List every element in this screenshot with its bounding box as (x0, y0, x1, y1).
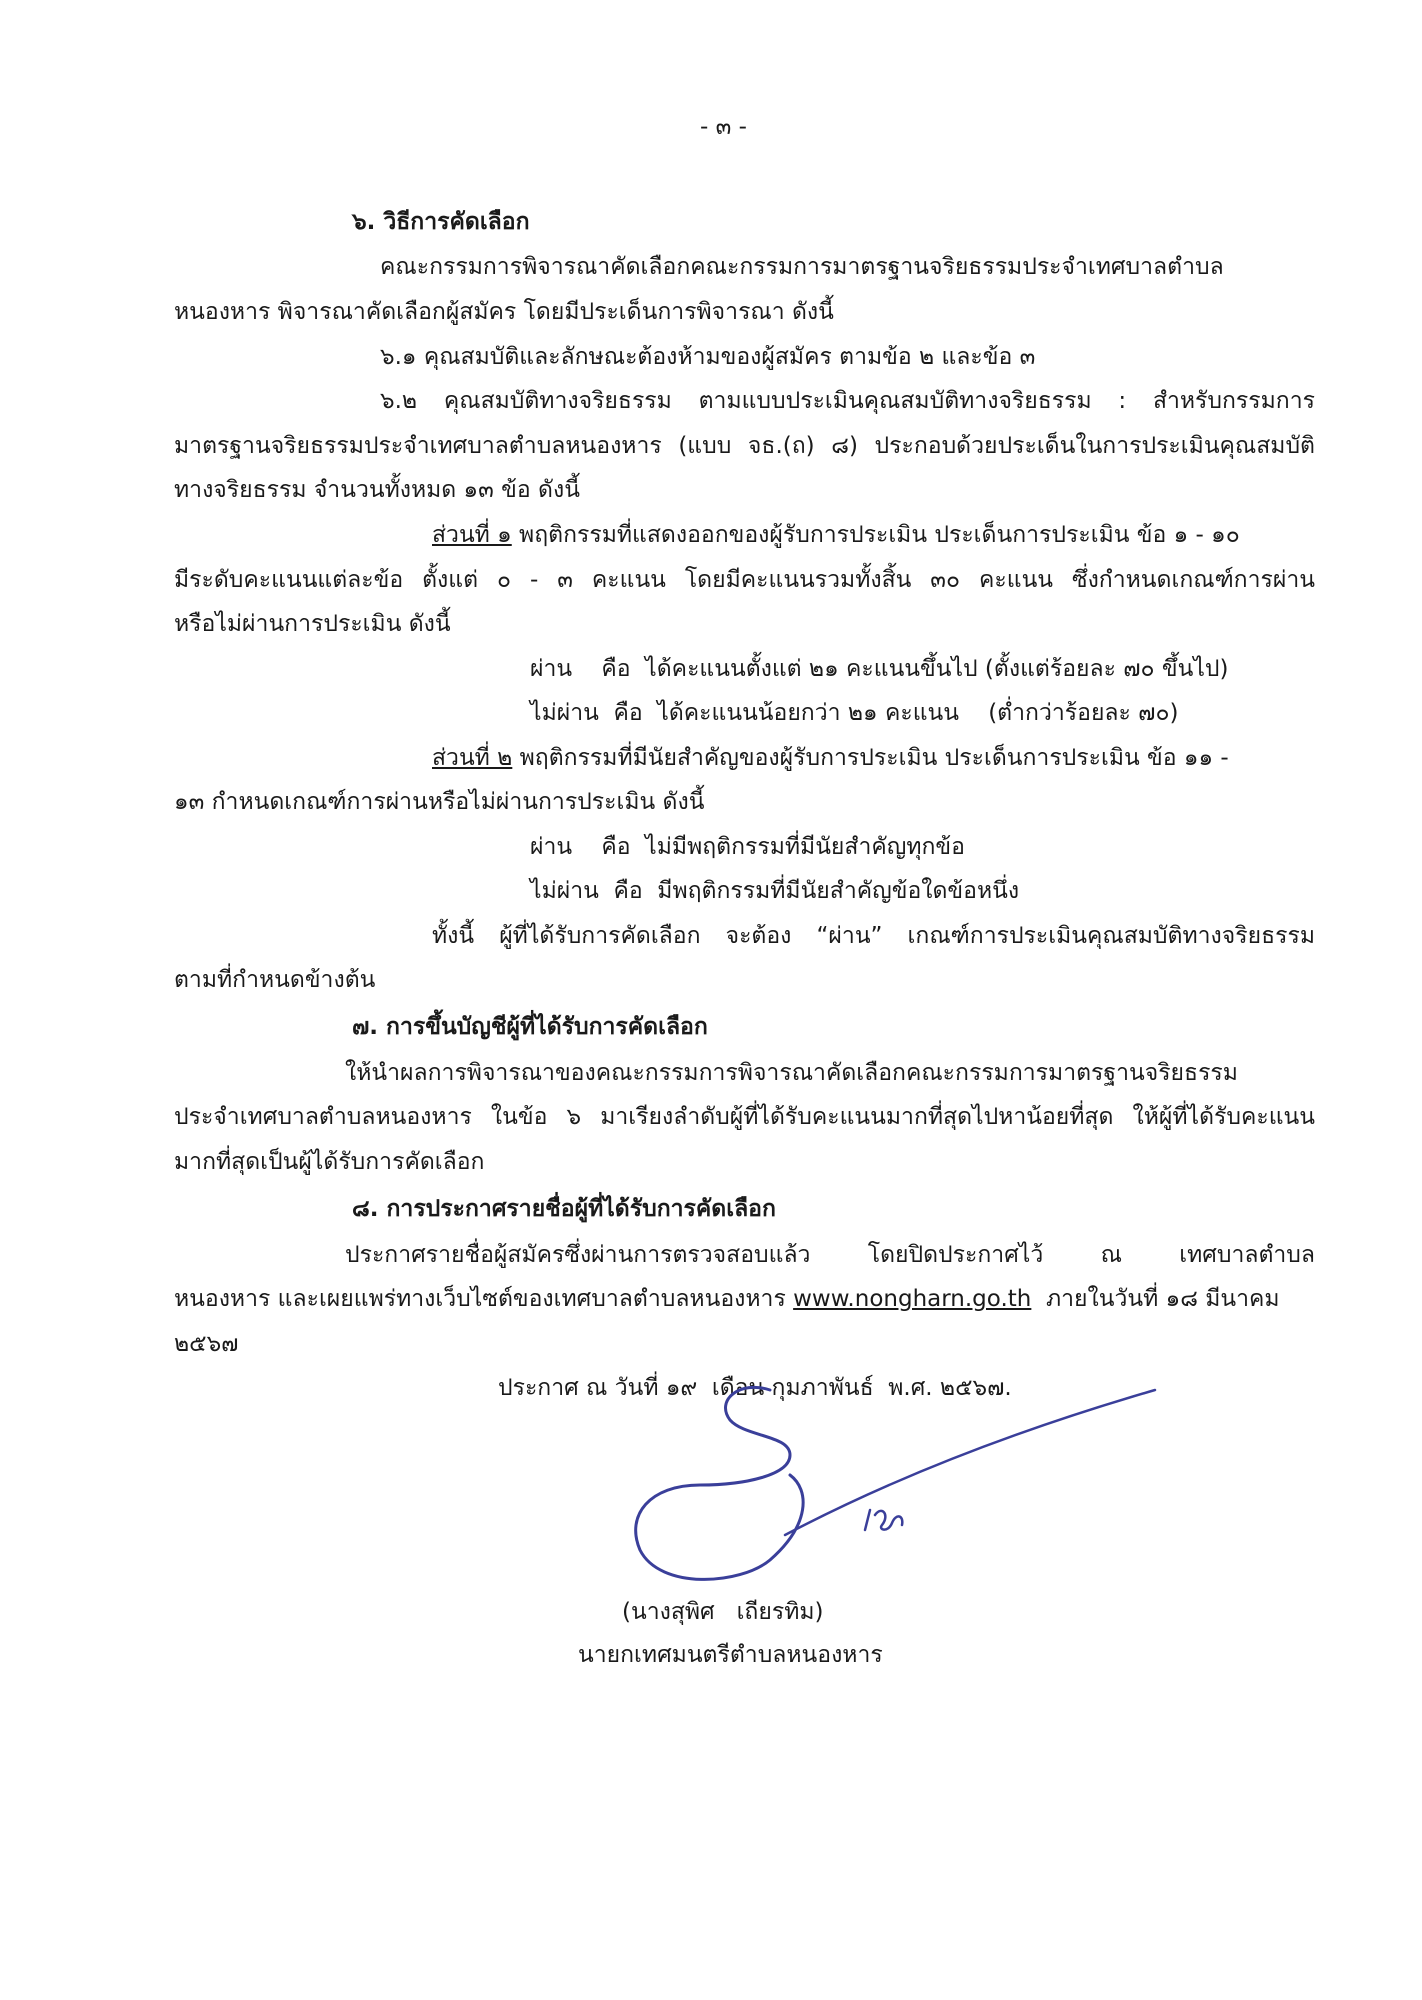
part1-label: ส่วนที่ ๑ (432, 522, 512, 548)
section-7-line3: มากที่สุดเป็นผู้ได้รับการคัดเลือก (174, 1149, 485, 1175)
signature-initials-stroke (865, 1510, 902, 1530)
signer-name: (นางสุพิศ เถียรทิม) (622, 1599, 824, 1625)
section-7-line2: ประจำเทศบาลตำบลหนองหาร ในข้อ ๖ มาเรียงลำดับผู้ที่ได้รับคะแนนมากที่สุดไปหาน้อยที่สุด ให้ผู้ที่ได้รับคะแนน (174, 1104, 1315, 1130)
part1-fail-criteria: ไม่ผ่าน คือ ได้คะแนนน้อยกว่า ๒๑ คะแนน (ต่ำกว่าร้อยละ ๗๐) (530, 700, 1179, 726)
part2-fail-criteria: ไม่ผ่าน คือ มีพฤติกรรมที่มีนัยสำคัญข้อใดข้อหนึ่ง (530, 878, 1020, 904)
section-8-line2-post: ภายในวันที่ ๑๘ มีนาคม (1031, 1286, 1280, 1312)
part1-line2: มีระดับคะแนนแต่ละข้อ ตั้งแต่ ๐ - ๓ คะแนน โดยมีคะแนนรวมทั้งสิ้น ๓๐ คะแนน ซึ่งกำหนดเกณฑ์การผ่าน (174, 567, 1315, 593)
section-8-line2-pre: หนองหาร และเผยแพร่ทางเว็บไซต์ของเทศบาลตำบลหนองหาร (174, 1286, 794, 1312)
part2-line1 (432, 743, 1229, 773)
signature-loop-stroke (636, 1387, 803, 1579)
section-7-line1: ให้นำผลการพิจารณาของคณะกรรมการพิจารณาคัดเลือกคณะกรรมการมาตรฐานจริยธรรม (345, 1060, 1238, 1086)
section-6-note-line1: ทั้งนี้ ผู้ที่ได้รับการคัดเลือก จะต้อง “ผ่าน” เกณฑ์การประเมินคุณสมบัติทางจริยธรรม (432, 923, 1315, 949)
section-6-para1-line1: คณะกรรมการพิจารณาคัดเลือกคณะกรรมการมาตรฐานจริยธรรมประจำเทศบาลตำบล (380, 254, 1224, 280)
section-6-para1-line2: หนองหาร พิจารณาคัดเลือกผู้สมัคร โดยมีประเด็นการพิจารณา ดังนี้ (174, 299, 834, 325)
part2-pass-criteria: ผ่าน คือ ไม่มีพฤติกรรมที่มีนัยสำคัญทุกข้อ (530, 834, 965, 860)
announcement-date: ประกาศ ณ วันที่ ๑๙ เดือน กุมภาพันธ์ พ.ศ. ๒๕๖๗. (498, 1375, 1012, 1401)
part2-line2: ๑๓ กำหนดเกณฑ์การผ่านหรือไม่ผ่านการประเมิน ดังนี้ (174, 789, 705, 815)
section-8-line1: ประกาศรายชื่อผู้สมัครซึ่งผ่านการตรวจสอบแล้ว โดยปิดประกาศไว้ ณ เทศบาลตำบล (345, 1242, 1315, 1268)
section-6-note-line2: ตามที่กำหนดข้างต้น (174, 967, 376, 993)
item-6-1: ๖.๑ คุณสมบัติและลักษณะต้องห้ามของผู้สมัคร ตามข้อ ๒ และข้อ ๓ (380, 344, 1036, 370)
signer-title: นายกเทศมนตรีตำบลหนองหาร (578, 1642, 883, 1668)
item-6-2-line2: มาตรฐานจริยธรรมประจำเทศบาลตำบลหนองหาร (แบบ จธ.(ถ) ๘) ประกอบด้วยประเด็นในการประเมินคุณสมบัติ (174, 433, 1315, 459)
signature-image (620, 1375, 1180, 1605)
section-6-heading: ๖. วิธีการคัดเลือก (352, 209, 530, 235)
section-8-heading: ๘. การประกาศรายชื่อผู้ที่ได้รับการคัดเลือก (352, 1196, 776, 1222)
part1-line3: หรือไม่ผ่านการประเมิน ดังนี้ (174, 611, 451, 637)
item-6-2-line3: ทางจริยธรรม จำนวนทั้งหมด ๑๓ ข้อ ดังนี้ (174, 477, 580, 503)
section-8-line2 (174, 1284, 1280, 1314)
item-6-2-line1: ๖.๒ คุณสมบัติทางจริยธรรม ตามแบบประเมินคุณสมบัติทางจริยธรรม : สำหรับกรรมการ (380, 388, 1315, 414)
part1-pass-criteria: ผ่าน คือ ได้คะแนนตั้งแต่ ๒๑ คะแนนขึ้นไป (ตั้งแต่ร้อยละ ๗๐ ขึ้นไป) (530, 656, 1229, 682)
part2-label: ส่วนที่ ๒ (432, 745, 513, 771)
page-number: - ๓ - (700, 114, 747, 140)
signature-sweep-stroke (785, 1390, 1155, 1535)
website-link[interactable]: www.nongharn.go.th (793, 1286, 1032, 1312)
part2-line1-text: พฤติกรรมที่มีนัยสำคัญของผู้รับการประเมิน ประเด็นการประเมิน ข้อ ๑๑ - (512, 745, 1229, 771)
part1-line1-text: พฤติกรรมที่แสดงออกของผู้รับการประเมิน ประเด็นการประเมิน ข้อ ๑ - ๑๐ (511, 522, 1240, 548)
section-8-line3: ๒๕๖๗ (174, 1331, 239, 1357)
part1-line1 (432, 520, 1240, 550)
section-7-heading: ๗. การขึ้นบัญชีผู้ที่ได้รับการคัดเลือก (352, 1014, 708, 1040)
